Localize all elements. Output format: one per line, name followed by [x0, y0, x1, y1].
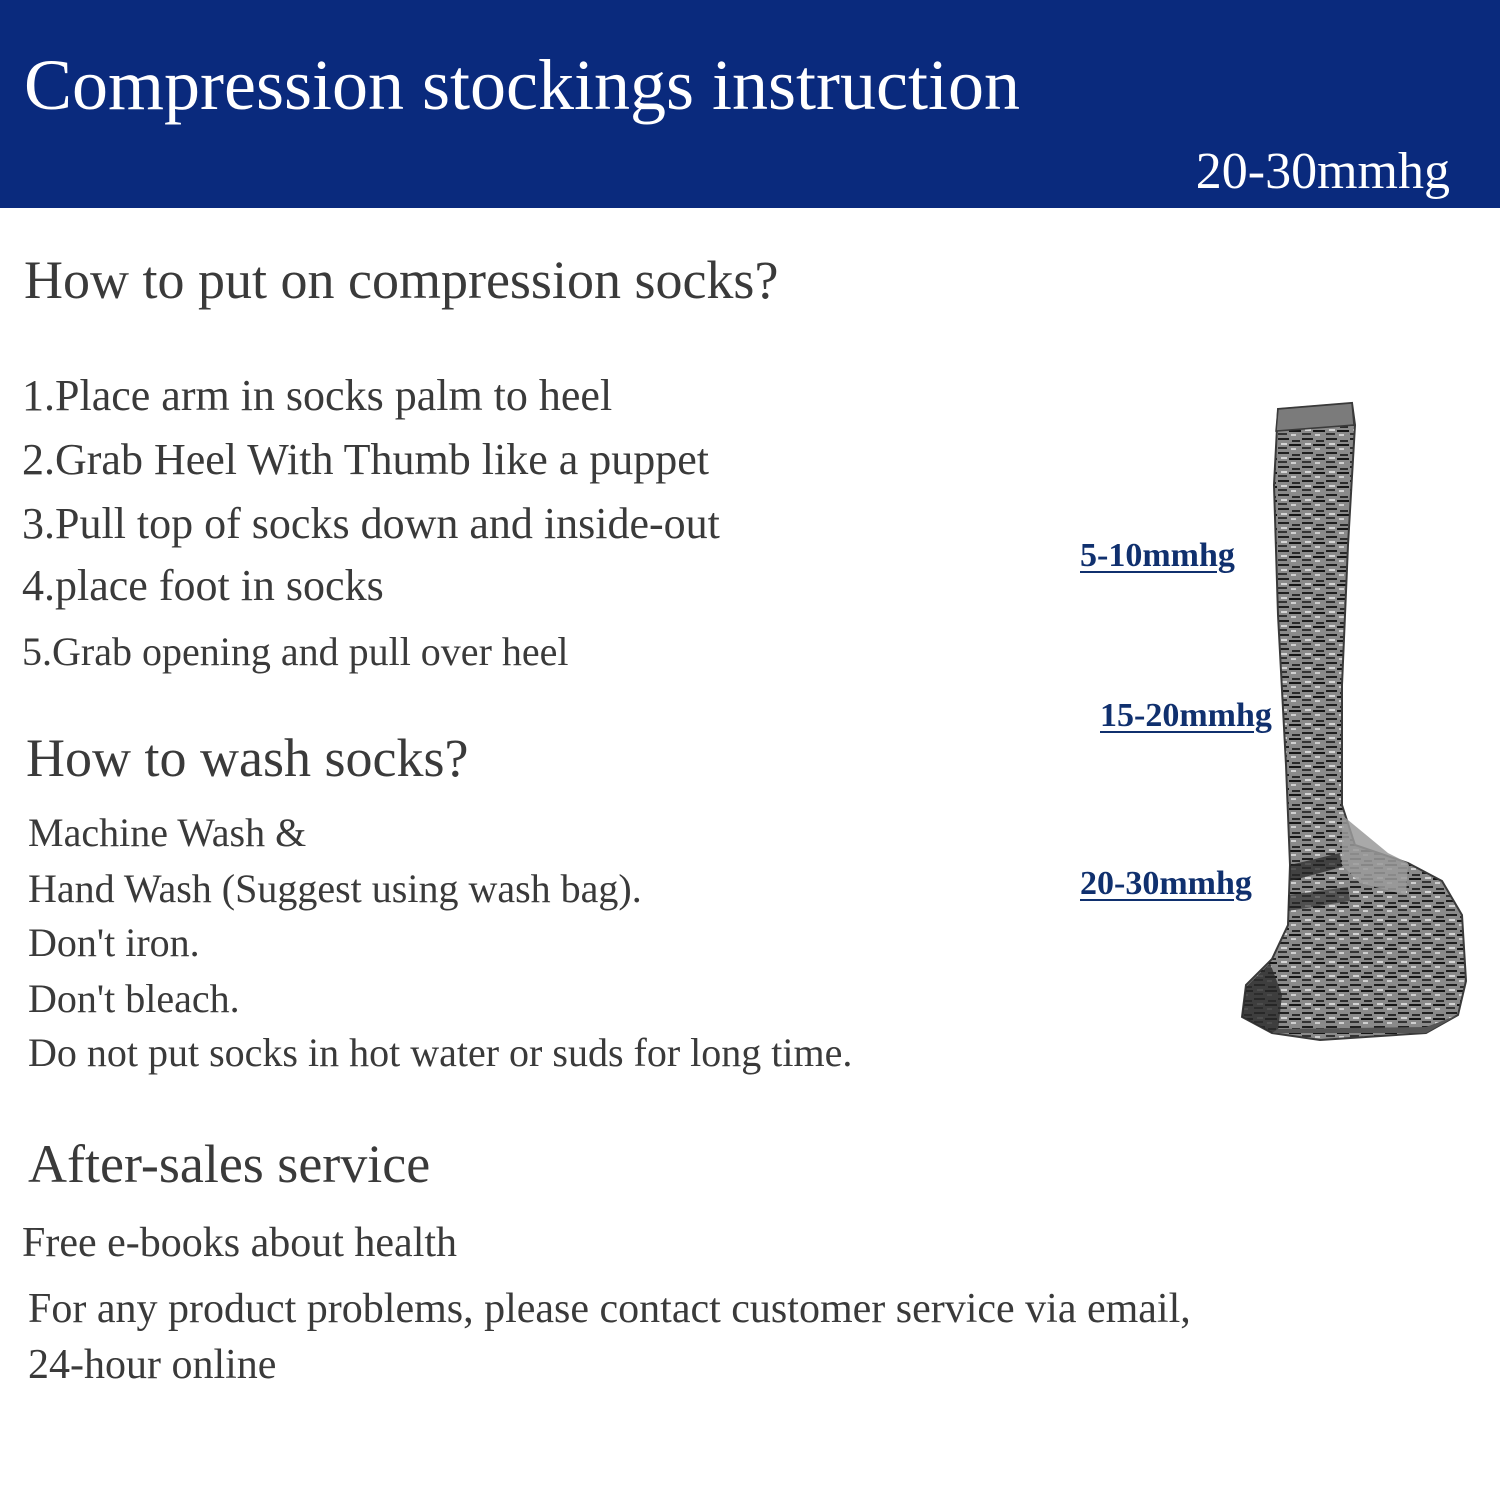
put-on-step: 3.Pull top of socks down and inside-out [22, 499, 720, 548]
wash-instruction: Hand Wash (Suggest using wash bag). [28, 866, 642, 911]
after-sales-line: For any product problems, please contact customer service via email, [28, 1286, 1191, 1332]
wash-heading: How to wash socks? [26, 728, 469, 788]
put-on-heading: How to put on compression socks? [24, 250, 779, 310]
compression-level-label: 20-30mmhg [1080, 865, 1252, 902]
put-on-step: 1.Place arm in socks palm to heel [22, 371, 613, 420]
wash-instruction: Machine Wash & [28, 810, 307, 855]
wash-instruction: Don't iron. [28, 920, 200, 965]
put-on-step: 4.place foot in socks [22, 561, 384, 610]
compression-rating: 20-30mmhg [1195, 143, 1450, 200]
after-sales-line: Free e-books about health [22, 1220, 458, 1266]
page-title: Compression stockings instruction [24, 45, 1020, 125]
put-on-step: 5.Grab opening and pull over heel [22, 629, 569, 674]
after-sales-heading: After-sales service [28, 1134, 431, 1194]
header-banner [0, 0, 1500, 208]
wash-instruction: Do not put socks in hot water or suds for long time. [28, 1030, 853, 1075]
compression-level-label: 15-20mmhg [1100, 697, 1272, 734]
compression-level-label: 5-10mmhg [1080, 537, 1235, 574]
put-on-step: 2.Grab Heel With Thumb like a puppet [22, 435, 710, 484]
wash-instruction: Don't bleach. [28, 976, 240, 1021]
after-sales-line: 24-hour online [28, 1342, 277, 1388]
